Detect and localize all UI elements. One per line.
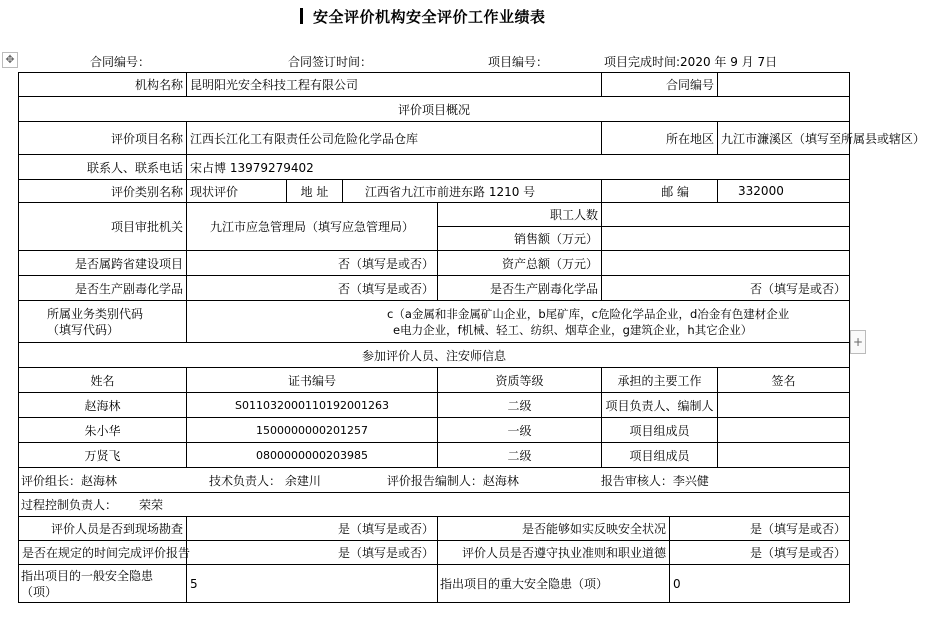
ontime-value[interactable]: 是（填写是或否）	[187, 541, 438, 565]
col-name: 姓名	[19, 368, 187, 393]
col-sign: 签名	[718, 368, 850, 393]
role-reviewer: 报告审核人：李兴健	[600, 473, 709, 488]
table-row	[19, 73, 850, 97]
col-cert: 证书编号	[187, 368, 438, 393]
toxic-value-2[interactable]: 否（填写是或否）	[602, 276, 850, 301]
title-bar	[300, 8, 303, 24]
cross-label: 是否属跨省建设项目	[19, 251, 187, 276]
person-level[interactable]: 二级	[438, 443, 602, 468]
performance-table	[18, 72, 925, 603]
person-level[interactable]: 二级	[438, 393, 602, 418]
contact-label: 联系人、联系电话	[19, 155, 187, 180]
person-sign[interactable]	[718, 443, 850, 468]
table-row	[19, 541, 850, 565]
table-row	[19, 517, 850, 541]
hazard-label: 指出项目的一般安全隐患 （项）	[19, 565, 187, 603]
meta-complete-time: 项目完成时间:2020 年 9 月 7日	[604, 55, 778, 69]
person-sign[interactable]	[718, 393, 850, 418]
approval-value[interactable]: 九江市应急管理局（填写应急管理局）	[187, 203, 438, 251]
role-editor: 评价报告编制人：赵海林	[386, 473, 519, 488]
project-value[interactable]: 江西长江化工有限责任公司危险化学品仓库	[187, 122, 602, 155]
role-leader: 评价组长：赵海林	[21, 473, 118, 488]
col-work: 承担的主要工作	[602, 368, 718, 393]
add-column-button[interactable]: +	[850, 330, 866, 354]
sales-label: 销售额（万元）	[438, 227, 602, 251]
postcode-label: 邮 编	[602, 180, 718, 203]
table-row	[19, 155, 850, 180]
person-sign[interactable]	[718, 418, 850, 443]
table-row	[19, 97, 850, 122]
process-value: 荣荣	[139, 498, 164, 512]
hazard-value[interactable]: 5	[187, 565, 438, 603]
person-name[interactable]: 朱小华	[19, 418, 187, 443]
approval-label: 项目审批机关	[19, 203, 187, 251]
page-title	[300, 6, 546, 27]
roles-cell[interactable]	[19, 468, 850, 493]
table-row	[19, 443, 850, 468]
assets-value[interactable]	[602, 251, 850, 276]
business-label: 所属业务类别代码 （填写代码）	[19, 301, 187, 343]
table-row	[19, 468, 850, 493]
person-cert[interactable]: 0800000000203985	[187, 443, 438, 468]
contact-value[interactable]: 宋占博 13979279402	[187, 155, 850, 180]
staff-value[interactable]	[602, 203, 850, 227]
table-move-handle-icon[interactable]: ✥	[2, 52, 18, 68]
person-name[interactable]: 赵海林	[19, 393, 187, 418]
table-row	[19, 180, 850, 203]
personnel-header-row	[19, 368, 850, 393]
sales-value[interactable]	[602, 227, 850, 251]
col-level: 资质等级	[438, 368, 602, 393]
region-value[interactable]: 九江市濂溪区（填写至所属县或辖区）	[718, 122, 850, 155]
assets-label: 资产总额（万元）	[438, 251, 602, 276]
contract-value[interactable]	[718, 73, 850, 97]
meta-project-no: 项目编号：	[488, 55, 549, 69]
person-work[interactable]: 项目负责人、编制人	[602, 393, 718, 418]
org-value[interactable]: 昆明阳光安全科技工程有限公司	[187, 73, 602, 97]
meta-row	[18, 53, 849, 71]
ontime-label-2: 评价人员是否遵守执业准则和职业道德	[438, 541, 670, 565]
category-value[interactable]: 现状评价	[187, 180, 287, 203]
person-cert[interactable]: S011032000110192001263	[187, 393, 438, 418]
cross-value[interactable]: 否（填写是或否）	[187, 251, 438, 276]
person-level[interactable]: 一级	[438, 418, 602, 443]
table-row	[19, 418, 850, 443]
region-label: 所在地区	[602, 122, 718, 155]
toxic-label: 是否生产剧毒化学品	[19, 276, 187, 301]
site-value-2[interactable]: 是（填写是或否）	[670, 517, 850, 541]
address-value[interactable]: 江西省九江市前进东路 1210 号	[343, 180, 602, 203]
category-label: 评价类别名称	[19, 180, 187, 203]
meta-contract-no: 合同编号：	[90, 55, 151, 69]
person-work[interactable]: 项目组成员	[602, 418, 718, 443]
ontime-label: 是否在规定的时间完成评价报告	[19, 541, 187, 565]
table-row	[19, 203, 850, 227]
table-row	[19, 301, 850, 343]
person-cert[interactable]: 1500000000201257	[187, 418, 438, 443]
table-row	[19, 393, 850, 418]
table-row	[19, 122, 850, 155]
postcode-value[interactable]: 332000	[718, 180, 850, 203]
table-row	[19, 565, 850, 603]
business-value[interactable]	[187, 301, 850, 343]
address-label: 地 址	[287, 180, 343, 203]
hazard-value-2[interactable]: 0	[670, 565, 850, 603]
person-name[interactable]: 万贤飞	[19, 443, 187, 468]
title-text: 安全评价机构安全评价工作业绩表	[313, 8, 546, 26]
contract-label: 合同编号	[602, 73, 718, 97]
site-label: 评价人员是否到现场勘查	[19, 517, 187, 541]
toxic-value[interactable]: 否（填写是或否）	[187, 276, 438, 301]
staff-label: 职工人数	[438, 203, 602, 227]
site-label-2: 是否能够如实反映安全状况	[438, 517, 670, 541]
business-line-1: c（a金属和非金属矿山企业，b尾矿库，c危险化学品企业，d冶金有色建材企业	[387, 306, 790, 321]
personnel-header: 参加评价人员、注安师信息	[19, 343, 850, 368]
overview-header: 评价项目概况	[19, 97, 850, 122]
toxic-label-2: 是否生产剧毒化学品	[438, 276, 602, 301]
meta-sign-time: 合同签订时间：	[288, 55, 373, 69]
role-tech: 技术负责人： 余建川	[209, 473, 321, 488]
org-label: 机构名称	[19, 73, 187, 97]
business-line-2: e电力企业，f机械、轻工、纺织、烟草企业，g建筑企业，h其它企业）	[393, 322, 753, 337]
site-value[interactable]: 是（填写是或否）	[187, 517, 438, 541]
table-row	[19, 276, 850, 301]
process-cell[interactable]	[19, 493, 850, 517]
table-row	[19, 493, 850, 517]
project-label: 评价项目名称	[19, 122, 187, 155]
process-label: 过程控制负责人：	[21, 498, 118, 512]
table-row	[19, 251, 850, 276]
person-work[interactable]: 项目组成员	[602, 443, 718, 468]
ontime-value-2[interactable]: 是（填写是或否）	[670, 541, 850, 565]
hazard-label-2: 指出项目的重大安全隐患（项）	[438, 565, 670, 603]
table-row	[19, 343, 850, 368]
